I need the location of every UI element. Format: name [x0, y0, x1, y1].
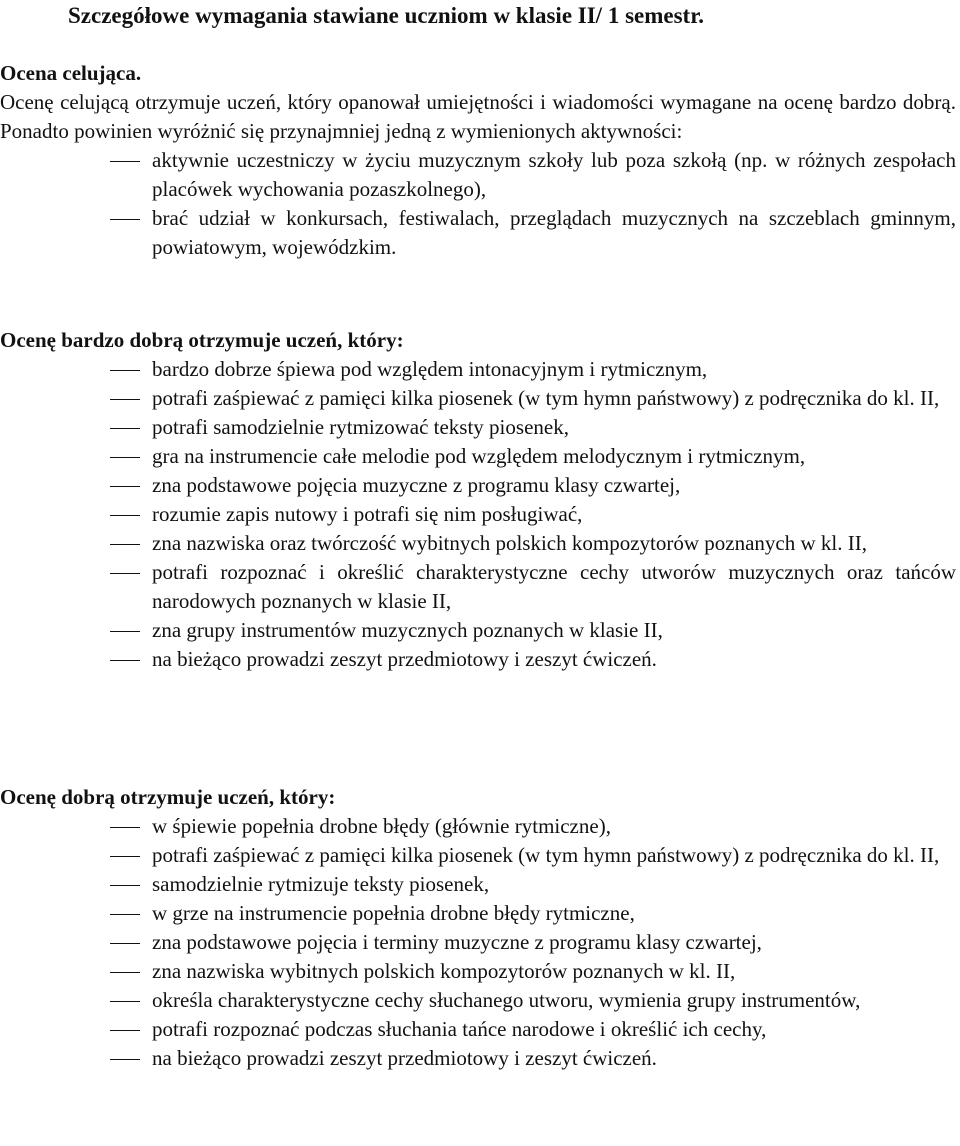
list-item-text: zna podstawowe pojęcia muzyczne z programu klasy czwartej, [152, 473, 681, 497]
dash-bullet [110, 428, 140, 429]
list-item [0, 870, 956, 899]
list-item [0, 558, 956, 616]
list-item [0, 986, 956, 1015]
list-item-text: określa charakterystyczne cechy słuchanego utworu, wymienia grupy instrumentów, [152, 988, 861, 1012]
dash-bullet [110, 660, 140, 661]
list-item-text: zna nazwiska wybitnych polskich kompozytorów poznanych w kl. II, [152, 959, 736, 983]
list-item-text: potrafi zaśpiewać z pamięci kilka piosenek (w tym hymn państwowy) z podręcznika do kl. II, [152, 843, 940, 867]
list-item-text: aktywnie uczestniczy w życiu muzycznym szkoły lub poza szkołą (np. w różnych zespołach placówek wychowania pozaszkolnego), [152, 148, 956, 201]
list-item-text: na bieżąco prowadzi zeszyt przedmiotowy i zeszyt ćwiczeń. [152, 1046, 657, 1070]
list-item [0, 146, 956, 204]
list-item [0, 1015, 956, 1044]
list-item-text: potrafi rozpoznać i określić charakterystyczne cechy utworów muzycznych oraz tańców narodowych poznanych w klasie II, [152, 560, 956, 613]
list-item [0, 899, 956, 928]
dash-bullet [110, 515, 140, 516]
list-item [0, 500, 956, 529]
list-item [0, 957, 956, 986]
list-item [0, 616, 956, 645]
list-item [0, 645, 956, 674]
dash-bullet [110, 573, 140, 574]
dash-bullet [110, 1001, 140, 1002]
dash-bullet [110, 457, 140, 458]
dash-bullet [110, 370, 140, 371]
document-title: Szczegółowe wymagania stawiane uczniom w klasie II/ 1 semestr. [68, 3, 705, 28]
list-item-text: gra na instrumencie całe melodie pod względem melodycznym i rytmicznym, [152, 444, 806, 468]
dash-bullet [110, 1030, 140, 1031]
list-item-text: zna podstawowe pojęcia i terminy muzyczne z programu klasy czwartej, [152, 930, 762, 954]
list-item [0, 204, 956, 262]
section-heading-dobra: Ocenę dobrą otrzymuje uczeń, który: [0, 785, 336, 809]
list-item-text: zna grupy instrumentów muzycznych poznanych w klasie II, [152, 618, 663, 642]
dash-bullet [110, 161, 140, 162]
list-item [0, 384, 956, 413]
section-celujaca [0, 59, 956, 262]
section-intro-celujaca: Ocenę celującą otrzymuje uczeń, który opanował umiejętności i wiadomości wymagane na ocenę bardzo dobrą. Ponadto powinien wyróżnić się przynajmniej jedną z wymienionych aktywności: [0, 90, 956, 143]
dash-bullet [110, 914, 140, 915]
dash-bullet [110, 219, 140, 220]
list-item [0, 442, 956, 471]
list-item [0, 471, 956, 500]
section-heading-bardzo-dobra: Ocenę bardzo dobrą otrzymuje uczeń, który: [0, 328, 404, 352]
list-item-text: rozumie zapis nutowy i potrafi się nim posługiwać, [152, 502, 583, 526]
list-item-text: zna nazwiska oraz twórczość wybitnych polskich kompozytorów poznanych w kl. II, [152, 531, 867, 555]
dash-bullet [110, 827, 140, 828]
list-item-text: w śpiewie popełnia drobne błędy (głównie rytmiczne), [152, 814, 611, 838]
dash-bullet [110, 1059, 140, 1060]
dash-bullet [110, 972, 140, 973]
section-dobra [0, 783, 956, 1073]
list-item-text: potrafi zaśpiewać z pamięci kilka piosenek (w tym hymn państwowy) z podręcznika do kl. II, [152, 386, 940, 410]
requirements-list-bardzo-dobra [0, 355, 956, 674]
list-item-text: samodzielnie rytmizuje teksty piosenek, [152, 872, 490, 896]
dash-bullet [110, 856, 140, 857]
list-item-text: bardzo dobrze śpiewa pod względem intonacyjnym i rytmicznym, [152, 357, 708, 381]
list-item [0, 413, 956, 442]
list-item [0, 841, 956, 870]
requirements-list-dobra [0, 812, 956, 1073]
list-item-text: brać udział w konkursach, festiwalach, przeglądach muzycznych na szczeblach gminnym, powiatowym, wojewódzkim. [152, 206, 956, 259]
dash-bullet [110, 631, 140, 632]
list-item [0, 1044, 956, 1073]
section-heading-celujaca: Ocena celująca. [0, 61, 142, 85]
list-item [0, 529, 956, 558]
dash-bullet [110, 544, 140, 545]
list-item-text: potrafi rozpoznać podczas słuchania tańce narodowe i określić ich cechy, [152, 1017, 767, 1041]
dash-bullet [110, 486, 140, 487]
section-bardzo-dobra [0, 326, 956, 674]
dash-bullet [110, 885, 140, 886]
dash-bullet [110, 943, 140, 944]
dash-bullet [110, 399, 140, 400]
list-item [0, 812, 956, 841]
requirements-list-celujaca [0, 146, 956, 262]
list-item-text: na bieżąco prowadzi zeszyt przedmiotowy i zeszyt ćwiczeń. [152, 647, 657, 671]
list-item [0, 355, 956, 384]
list-item-text: potrafi samodzielnie rytmizować teksty piosenek, [152, 415, 569, 439]
list-item [0, 928, 956, 957]
list-item-text: w grze na instrumencie popełnia drobne błędy rytmiczne, [152, 901, 635, 925]
